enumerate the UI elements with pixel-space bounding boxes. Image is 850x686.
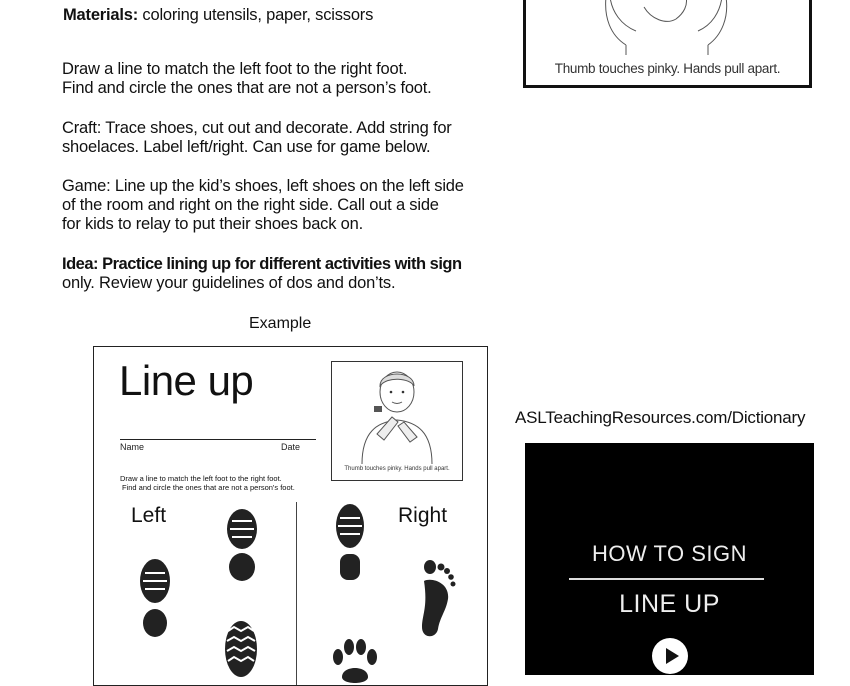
worksheet-sign-caption: Thumb touches pinky. Hands pull apart.: [344, 466, 450, 472]
materials-label: Materials:: [63, 6, 139, 24]
boot-print-icon: [222, 507, 262, 582]
text-line: Craft: Trace shoes, cut out and decorate. Add string for: [62, 119, 452, 137]
hands-illustration: [526, 0, 809, 57]
text-line: only. Review your guidelines of dos and don’ts.: [62, 274, 396, 292]
boy-signing-illustration: [332, 362, 462, 464]
text-line: Game: Line up the kid’s shoes, left shoes on the left side: [62, 177, 464, 195]
text-line: Draw a line to match the left foot to the right foot.: [62, 60, 408, 78]
worksheet-title: Line up: [119, 357, 254, 404]
idea-instructions: [62, 255, 462, 293]
materials-text: coloring utensils, paper, scissors: [142, 6, 374, 24]
bare-foot-print-icon: [414, 559, 456, 639]
sneaker-print-icon: [224, 619, 258, 686]
play-icon: [652, 638, 688, 674]
name-label: Name: [120, 442, 145, 452]
matching-instructions: [62, 60, 432, 98]
site-link[interactable]: ASLTeachingResources.com/Dictionary: [515, 408, 806, 427]
sign-caption: Thumb touches pinky. Hands pull apart.: [554, 61, 781, 76]
text-line: for kids to relay to put their shoes back on.: [62, 215, 363, 233]
example-label: Example: [249, 315, 312, 332]
date-label: Date: [281, 442, 301, 452]
video-title-line2: LINE UP: [619, 590, 720, 618]
video-thumbnail[interactable]: [525, 443, 814, 675]
example-worksheet: [93, 346, 488, 686]
sign-illustration-card: [523, 0, 812, 88]
worksheet-instruction: Draw a line to match the left foot to the right foot.: [120, 474, 282, 483]
game-instructions: [62, 177, 464, 234]
text-line: Find and circle the ones that are not a person’s foot.: [62, 79, 432, 97]
left-column-label: Left: [131, 504, 167, 527]
shoe-print-icon: [137, 557, 173, 639]
text-line: Idea: Practice lining up for different activities with sign: [62, 255, 462, 273]
worksheet-instruction: Find and circle the ones that are not a person's foot.: [122, 483, 295, 492]
worksheet-sign-card: [331, 361, 463, 481]
paw-print-icon: [328, 637, 382, 686]
video-title-line1: HOW TO SIGN: [591, 541, 748, 566]
column-divider: [296, 502, 297, 686]
name-line: [120, 439, 316, 440]
play-button[interactable]: [652, 638, 688, 674]
text-line: of the room and right on the right side. Call out a side: [62, 196, 439, 214]
craft-instructions: [62, 119, 452, 157]
text-line: shoelaces. Label left/right. Can use for game below.: [62, 138, 431, 156]
right-column-label: Right: [398, 504, 448, 527]
video-divider: [569, 578, 764, 580]
shoe-print-icon: [334, 502, 366, 582]
materials-line: [63, 6, 373, 25]
